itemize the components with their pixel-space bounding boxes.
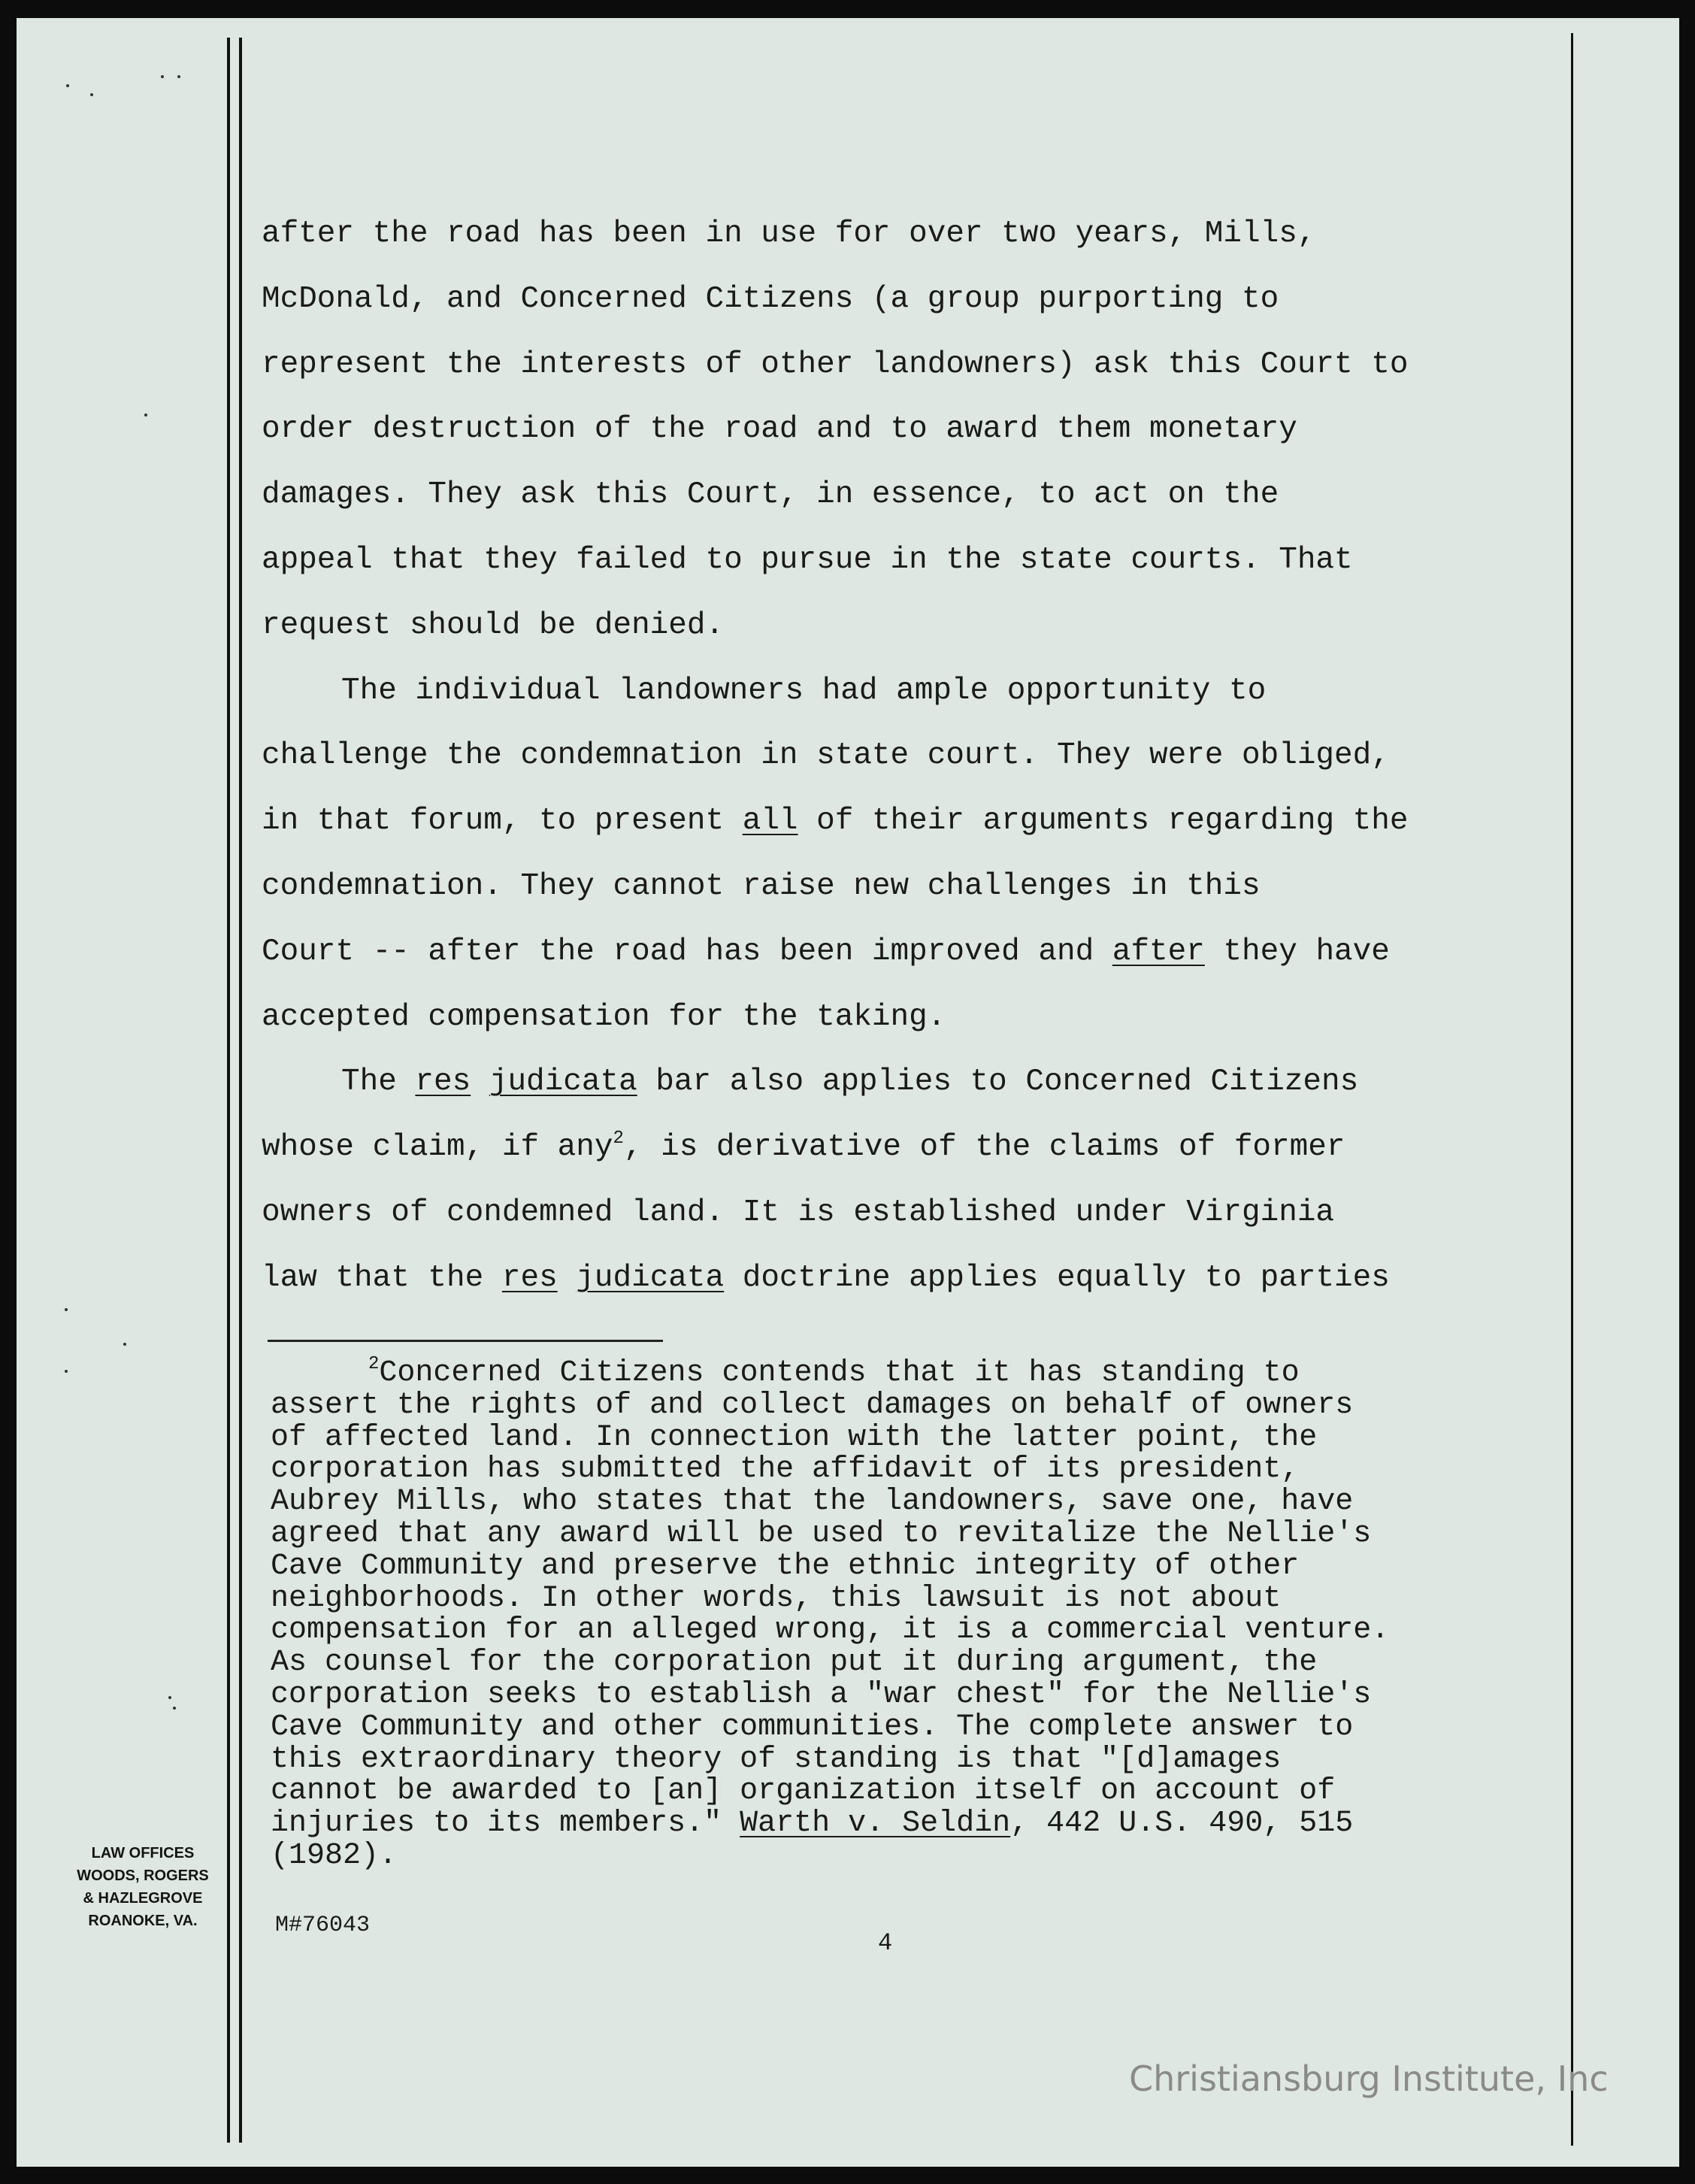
footnote-marker: 2 (368, 1354, 380, 1374)
text-span: Court -- after the road has been improved and (262, 934, 1112, 969)
speck (161, 75, 164, 78)
text-span: bar also applies to Concerned Citizens (637, 1065, 1359, 1100)
text-span: in that forum, to present (262, 804, 743, 839)
latin-judicata: judicata (576, 1260, 725, 1295)
text-line: damages. They ask this Court, in essence, to act on the (262, 477, 1279, 513)
law-office-stamp (30, 1842, 256, 1932)
speck (144, 413, 147, 417)
footnote-line: neighborhoods. In other words, this lawsuit is not about (271, 1581, 1282, 1616)
text-span: , 442 U.S. 490, 515 (1010, 1807, 1354, 1841)
speck (90, 93, 93, 96)
speck (168, 1696, 171, 1699)
footnote-line (271, 1808, 1503, 1840)
text-line (262, 1115, 1494, 1180)
text-line: accepted compensation for the taking. (262, 999, 946, 1034)
text-span: doctrine applies equally to parties (724, 1260, 1390, 1295)
footnote-line: Cave Community and preserve the ethnic integrity of other (271, 1549, 1300, 1583)
emphasis-all: all (742, 804, 798, 839)
footnote-line: compensation for an alleged wrong, it is a commercial venture. (271, 1613, 1390, 1648)
left-margin-rule-inner (239, 38, 242, 2143)
right-margin-rule (1571, 33, 1573, 2146)
speck (65, 1370, 68, 1373)
text-line: condemnation. They cannot raise new challenges in this (262, 868, 1261, 904)
footnote-line: corporation seeks to establish a "war chest" for the Nellie's (271, 1677, 1372, 1712)
emphasis-after: after (1112, 934, 1205, 969)
text-span: The (341, 1065, 416, 1100)
footnote-separator (268, 1340, 663, 1342)
text-span: Concerned Citizens contends that it has standing to (379, 1356, 1300, 1390)
text-line: order destruction of the road and to award them monetary (262, 412, 1297, 447)
latin-res: res (415, 1065, 471, 1100)
footnote-line: Cave Community and other communities. The complete answer to (271, 1710, 1354, 1744)
archive-watermark: Christiansburg Institute, Inc (1129, 2058, 1609, 2099)
footnote-line: cannot be awarded to [an] organization itself on account of (271, 1774, 1336, 1809)
page-number: 4 (878, 1929, 893, 1957)
latin-judicata: judicata (489, 1065, 637, 1100)
speck (65, 1308, 68, 1311)
stamp-line: LAW OFFICES (91, 1845, 195, 1861)
text-line: appeal that they failed to pursue in the state courts. That (262, 542, 1353, 577)
text-line (262, 1050, 1494, 1115)
footnote-line: agreed that any award will be used to revitalize the Nellie's (271, 1516, 1372, 1551)
footnote-line: As counsel for the corporation put it during argument, the (271, 1646, 1318, 1680)
footnote-line: this extraordinary theory of standing is that "[d]amages (271, 1742, 1282, 1777)
latin-res: res (501, 1260, 558, 1295)
text-line: represent the interests of other landowners) ask this Court to (262, 347, 1409, 382)
speck (123, 1343, 126, 1346)
text-line: after the road has been in use for over two years, Mills, (262, 217, 1316, 251)
footnote-line: assert the rights of and collect damages on behalf of owners (271, 1388, 1354, 1422)
text-line: challenge the condemnation in state court. They were obliged, (262, 738, 1390, 774)
text-span: law that the (262, 1260, 502, 1295)
speck (173, 1707, 176, 1710)
case-citation: Warth v. Seldin (740, 1807, 1011, 1841)
stamp-line: WOODS, ROGERS (77, 1867, 209, 1884)
text-line: owners of condemned land. It is established under Virginia (262, 1195, 1335, 1230)
text-line: McDonald, and Concerned Citizens (a group purporting to (262, 281, 1279, 317)
footnote-line: corporation has submitted the affidavit of its president, (271, 1452, 1300, 1487)
left-margin-rule-outer (227, 38, 230, 2143)
text-line: request should be denied. (262, 607, 725, 643)
text-span: of their arguments regarding the (798, 804, 1409, 839)
footnote-reference: 2 (613, 1128, 624, 1150)
text-span: whose claim, if any (262, 1130, 613, 1165)
body-text (262, 201, 1494, 1311)
speck (66, 84, 69, 87)
footnote-line: of affected land. In connection with the latter point, the (271, 1420, 1318, 1455)
footnote-line: Aubrey Mills, who states that the landowners, save one, have (271, 1485, 1354, 1519)
text-line (262, 789, 1494, 854)
stamp-line: & HAZLEGROVE (83, 1890, 203, 1907)
footnote-line (271, 1354, 1503, 1390)
document-number: M#76043 (275, 1913, 371, 1938)
footnote-line: (1982). (271, 1838, 398, 1873)
text-line (262, 1246, 1494, 1311)
text-line: The individual landowners had ample opportunity to (341, 673, 1267, 708)
text-span: they have (1204, 934, 1390, 969)
speck (177, 75, 180, 78)
stamp-line: ROANOKE, VA. (88, 1913, 198, 1929)
text-span: , is derivative of the claims of former (623, 1130, 1345, 1165)
footnote (271, 1354, 1503, 1873)
text-span: injuries to its members." (271, 1807, 740, 1841)
text-line (262, 919, 1494, 985)
